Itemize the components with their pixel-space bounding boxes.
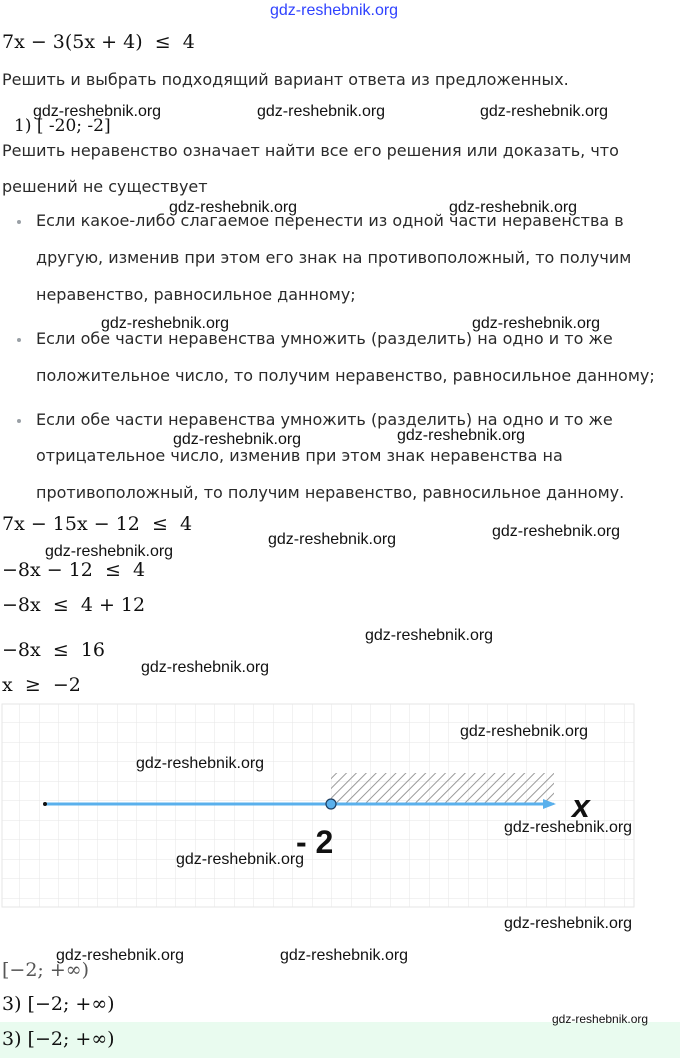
- watermark: gdz-reshebnik.org: [365, 627, 494, 644]
- bullet-rule-3: [17, 419, 21, 423]
- solution-step-2: [2, 559, 145, 581]
- step-4-op: ≤: [52, 639, 69, 661]
- rule-2-line-2: положительное число, то получим неравенство, равносильное данному;: [36, 366, 655, 385]
- theory-intro-line2: решений не существует: [2, 177, 208, 196]
- rule-3-line-1: Если обе части неравенства умножить (разделить) на одно и то же: [36, 410, 613, 429]
- rule-2-line-1: Если обе части неравенства умножить (разделить) на одно и то же: [36, 329, 613, 348]
- watermark: gdz-reshebnik.org: [492, 523, 621, 540]
- partial-option: [14, 116, 154, 136]
- axis-label: x: [572, 788, 590, 824]
- step-2-op: ≤: [105, 559, 121, 581]
- answer-interval-partial: [−2; +∞): [2, 959, 90, 981]
- rule-1-line-1: Если какое-либо слагаемое перенести из одной части неравенства в: [36, 211, 624, 230]
- watermark: gdz-reshebnik.org: [56, 947, 185, 964]
- watermark: gdz-reshebnik.org: [504, 819, 633, 836]
- solution-step-3: [2, 594, 145, 616]
- watermark: gdz-reshebnik.org: [33, 103, 162, 120]
- task-instruction: Решить и выбрать подходящий вариант ответа из предложенных.: [2, 70, 569, 89]
- watermark: gdz-reshebnik.org: [472, 315, 601, 332]
- step-1-rhs: 4: [179, 513, 193, 535]
- step-5-rhs: −2: [52, 674, 81, 696]
- watermark: gdz-reshebnik.org: [101, 315, 230, 332]
- watermark: gdz-reshebnik.org: [257, 103, 386, 120]
- step-1-op: ≤: [151, 513, 168, 535]
- step-2-lhs: −8x − 12: [2, 559, 93, 581]
- watermark: gdz-reshebnik.org: [173, 431, 302, 448]
- step-4-lhs: −8x: [2, 639, 41, 661]
- bullet-rule-1: [17, 220, 21, 224]
- watermark: gdz-reshebnik.org: [504, 915, 633, 932]
- axis-start-dot: [43, 802, 47, 806]
- step-5-op: ≥: [24, 674, 41, 696]
- watermark: gdz-reshebnik.org: [449, 199, 578, 216]
- step-1-lhs: 7x − 15x − 12: [2, 513, 140, 535]
- step-2-rhs: 4: [133, 559, 146, 581]
- step-4-rhs: 16: [80, 639, 106, 661]
- watermark: gdz-reshebnik.org: [45, 543, 174, 560]
- step-3-rhs: 4 + 12: [80, 594, 146, 616]
- watermark: gdz-reshebnik.org: [176, 851, 305, 868]
- watermark: gdz-reshebnik.org: [169, 199, 298, 216]
- solution-step-5: [2, 674, 81, 696]
- task-expression-op: ≤: [154, 31, 171, 53]
- watermark: gdz-reshebnik.org: [268, 531, 397, 548]
- step-5-lhs: x: [2, 674, 13, 696]
- header-watermark: gdz-reshebnik.org: [270, 2, 399, 19]
- point-label: - 2: [296, 824, 334, 860]
- rule-3-line-3: противоположный, то получим неравенство, равносильное данному.: [36, 483, 625, 502]
- theory-intro-line1: Решить неравенство означает найти все его решения или доказать, что: [2, 141, 619, 160]
- task-expression-rhs: 4: [182, 31, 195, 53]
- point-minus-2: [326, 799, 336, 809]
- watermark: gdz-reshebnik.org: [460, 723, 589, 740]
- partial-option-text: 1) [ -20; -2]: [14, 116, 111, 136]
- step-3-lhs: −8x: [2, 594, 41, 616]
- solution-hatch-region: [331, 773, 554, 804]
- watermark: gdz-reshebnik.org: [136, 755, 265, 772]
- answer-option: 3) [−2; +∞): [2, 993, 115, 1015]
- rule-1-line-2: другую, изменив при этом его знак на противоположный, то получим: [36, 248, 632, 267]
- rule-1-line-3: неравенство, равносильное данному;: [36, 285, 356, 304]
- task-expression: [2, 31, 195, 53]
- watermark: gdz-reshebnik.org: [280, 947, 409, 964]
- watermark: gdz-reshebnik.org: [397, 427, 526, 444]
- solution-step-4: [2, 639, 105, 661]
- task-expression-lhs: 7x − 3(5x + 4): [2, 31, 143, 53]
- watermark-small: gdz-reshebnik.org: [552, 1012, 649, 1026]
- solution-step-1: [2, 513, 192, 535]
- bullet-rule-2: [17, 338, 21, 342]
- step-3-op: ≤: [52, 594, 69, 616]
- watermark: gdz-reshebnik.org: [141, 659, 270, 676]
- rule-3-line-2: отрицательное число, изменив при этом знак неравенства на: [36, 446, 563, 465]
- final-answer: 3) [−2; +∞): [2, 1028, 115, 1050]
- watermark: gdz-reshebnik.org: [480, 103, 609, 120]
